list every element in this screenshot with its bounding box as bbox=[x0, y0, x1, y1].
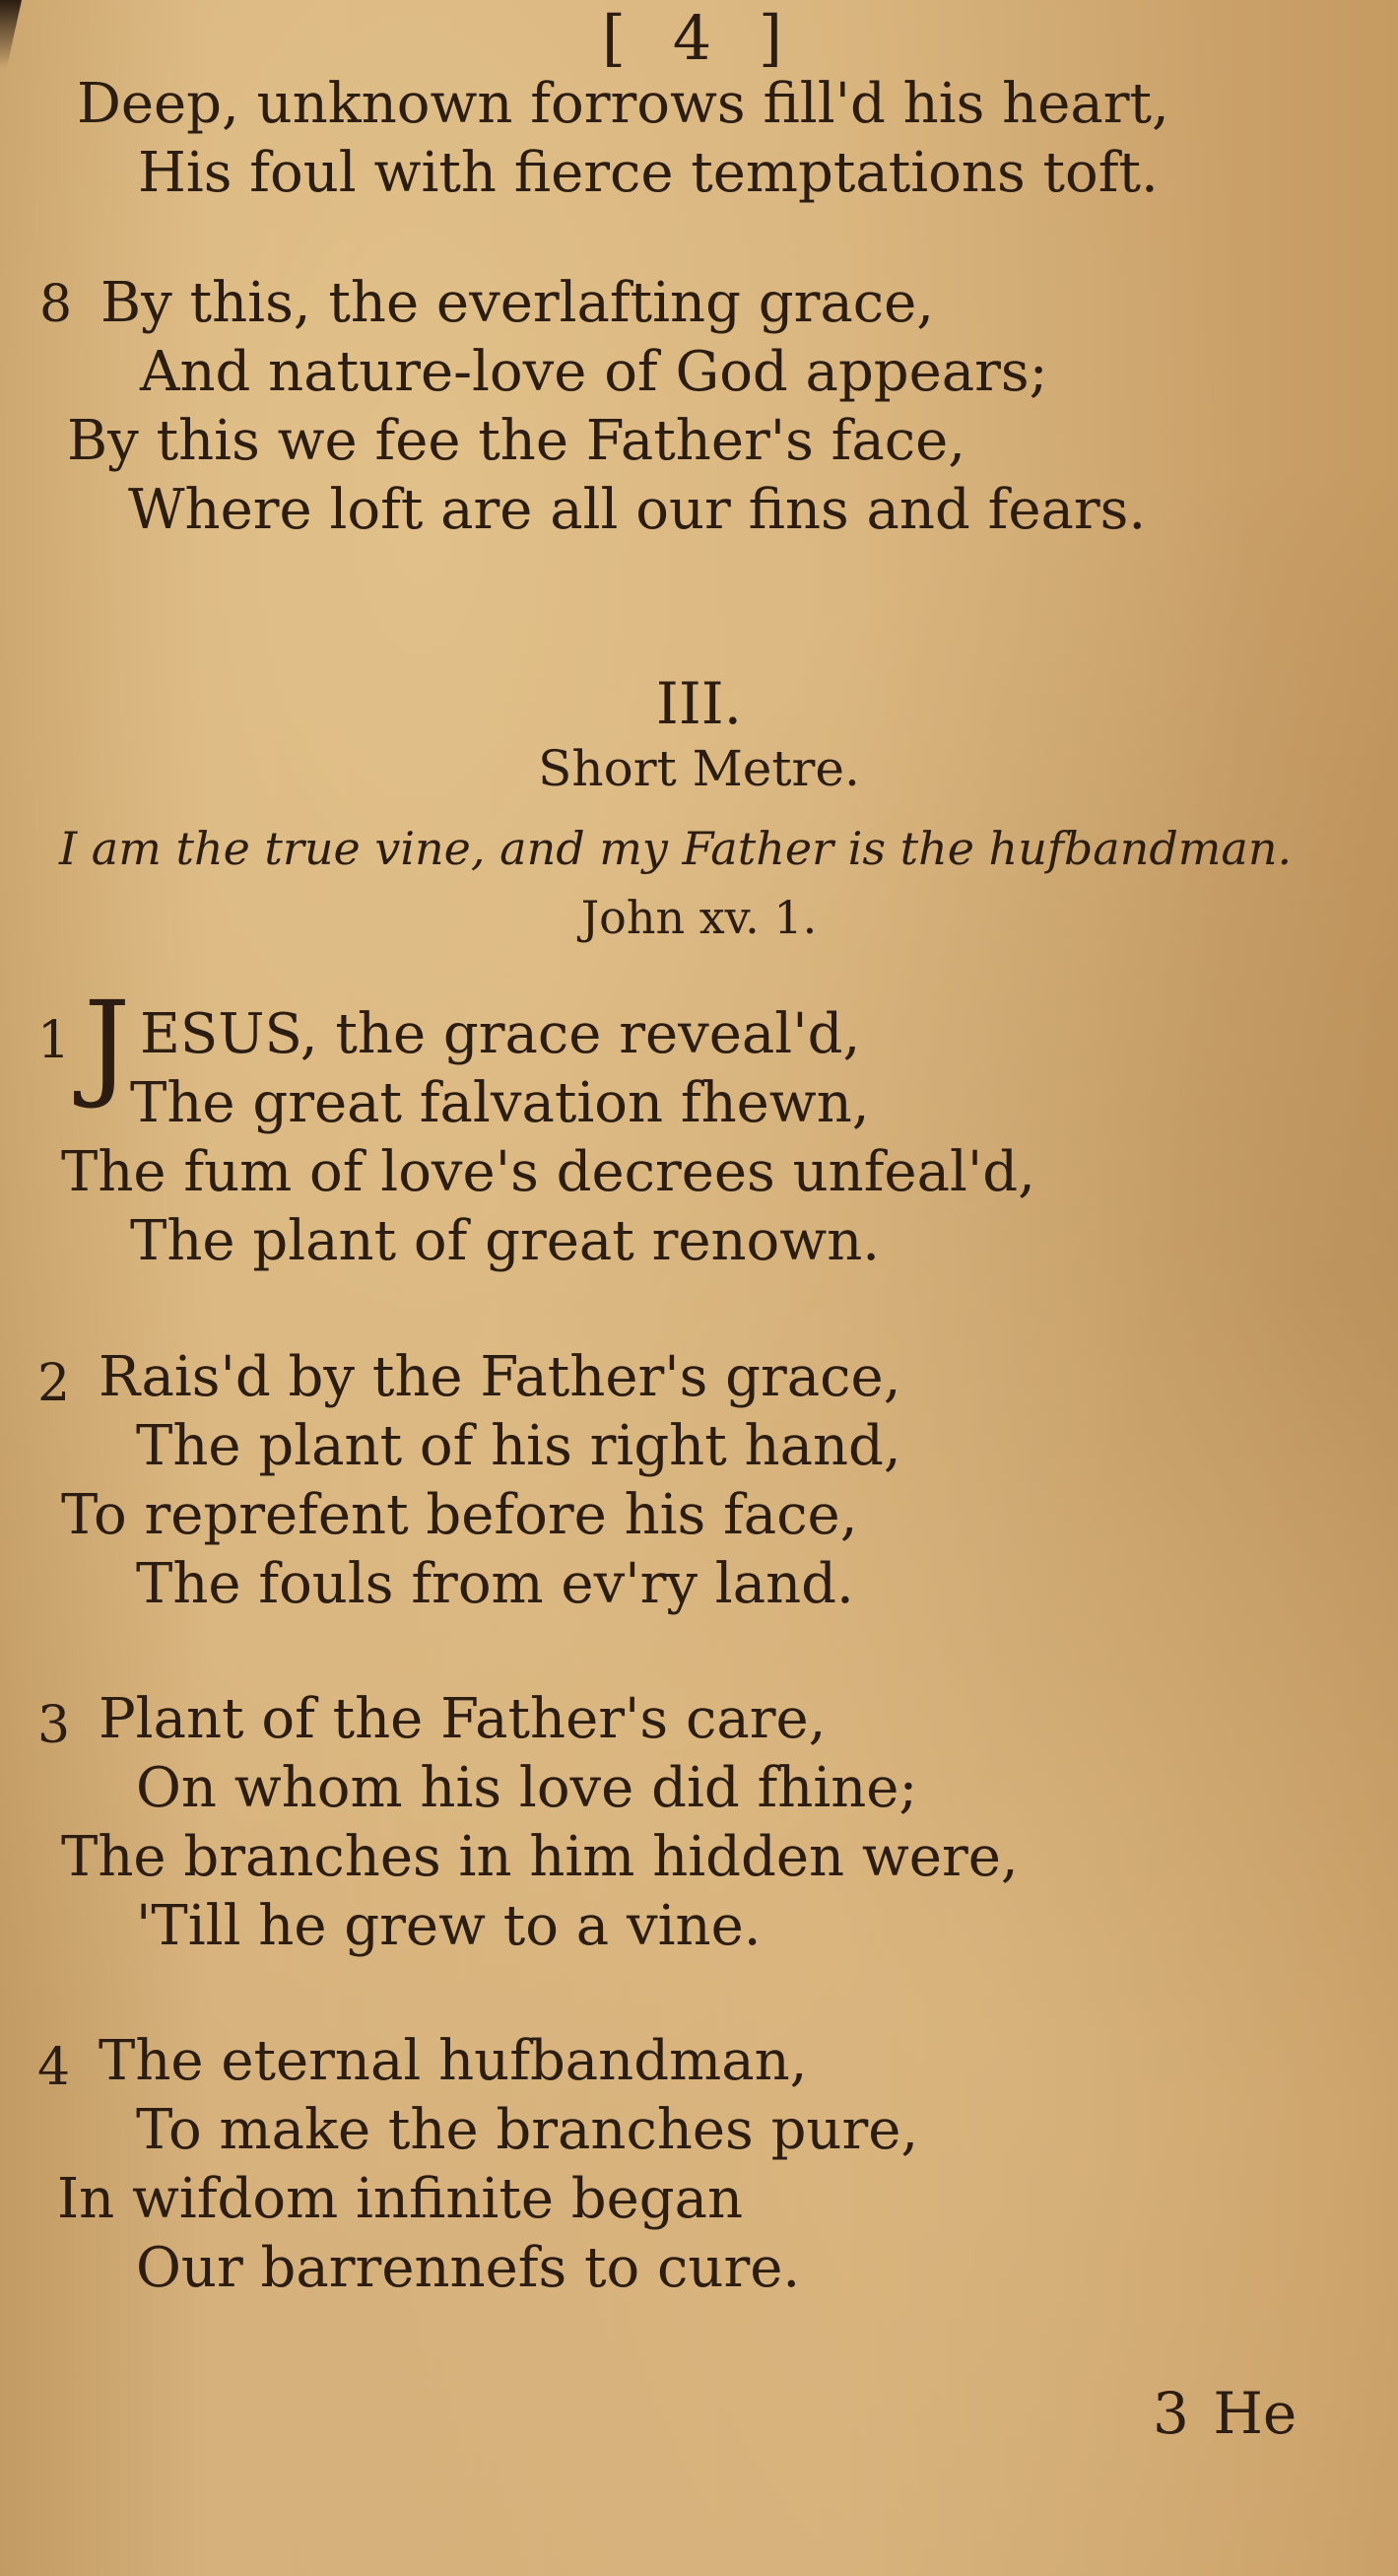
verse-line: Rais'd by the Father's grace, bbox=[99, 1345, 901, 1409]
drop-cap: J bbox=[84, 976, 131, 1112]
verse-line: Where loft are all our fins and fears. bbox=[128, 478, 1147, 542]
page-number: [ 4 ] bbox=[601, 2, 797, 74]
verse-line: And nature-love of God appears; bbox=[140, 340, 1048, 404]
verse-line: On whom his love did fhine; bbox=[136, 1756, 918, 1820]
verse-line: The branches in him hidden were, bbox=[61, 1825, 1019, 1889]
verse-line: By this, the everlafting grace, bbox=[100, 271, 935, 335]
catchword: 3 He bbox=[1153, 2380, 1298, 2447]
verse-line: Our barrennefs to cure. bbox=[136, 2236, 801, 2300]
verse-line: The eternal hufbandman, bbox=[99, 2029, 808, 2093]
stanza-number: 8 bbox=[39, 275, 73, 334]
scripture-reference: John xv. 1. bbox=[580, 891, 818, 944]
scripture-motto: I am the true vine, and my Father is the hufbandman. bbox=[59, 822, 1293, 875]
stanza-number: 4 bbox=[37, 2038, 71, 2097]
verse-line: 'Till he grew to a vine. bbox=[136, 1894, 762, 1958]
stanza-number: 3 bbox=[37, 1696, 71, 1755]
verse-line: The fum of love's decrees unfeal'd, bbox=[61, 1140, 1035, 1204]
stanza-number: 1 bbox=[37, 1011, 71, 1070]
verse-line: The plant of his right hand, bbox=[136, 1414, 901, 1478]
hymn-number: III. bbox=[655, 670, 743, 737]
verse-line: Plant of the Father's care, bbox=[99, 1687, 827, 1751]
verse-line: The great falvation fhewn, bbox=[130, 1071, 870, 1135]
verse-line: To reprefent before his face, bbox=[61, 1483, 858, 1547]
verse-line: Deep, unknown forrows fill'd his heart, bbox=[77, 72, 1169, 136]
verse-line: ESUS, the grace reveal'd, bbox=[140, 1002, 861, 1066]
verse-line: To make the branches pure, bbox=[136, 2098, 919, 2162]
verse-line: In wifdom infinite began bbox=[57, 2167, 744, 2231]
verse-line: By this we fee the Father's face, bbox=[67, 409, 966, 473]
stanza-number: 2 bbox=[37, 1354, 71, 1413]
verse-line: The plant of great renown. bbox=[130, 1209, 881, 1273]
verse-line: The fouls from ev'ry land. bbox=[136, 1552, 854, 1616]
verse-line: His foul with fierce temptations toft. bbox=[138, 141, 1159, 205]
metre-label: Short Metre. bbox=[538, 740, 860, 797]
